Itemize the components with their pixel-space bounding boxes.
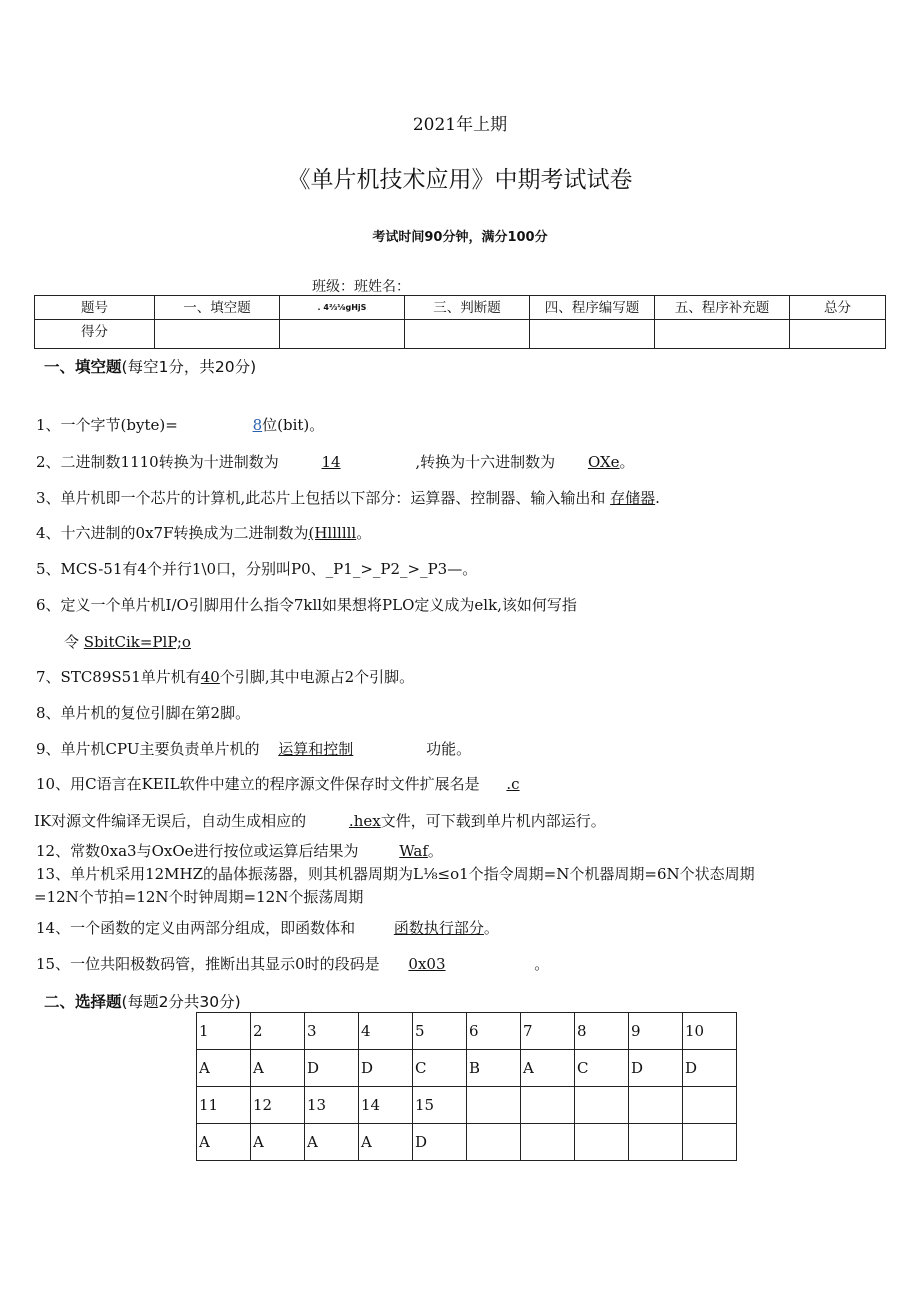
answer-cell: A <box>359 1124 413 1161</box>
answer-row <box>197 1087 737 1124</box>
question-6 <box>36 594 577 615</box>
question-15 <box>36 953 549 974</box>
answer-table <box>196 1012 737 1161</box>
question-text: IK对源文件编译无误后，自动生成相应的 <box>34 812 307 830</box>
answer-cell: 6 <box>467 1013 521 1050</box>
score-cell <box>655 320 790 349</box>
score-cell: 五、程序补充题 <box>655 296 790 320</box>
score-table-header-row <box>35 296 886 320</box>
question-6-continued <box>64 631 191 652</box>
question-text: 13、单片机采用12MHZ的晶体振荡器，则其机器周期为L⅛≤o1个指令周期=N个机器周期=6N个状态周期 <box>36 865 755 883</box>
answer-blank: 14 <box>321 453 341 471</box>
answer-cell: 14 <box>359 1087 413 1124</box>
question-text: 2、二进制数1110转换为十进制数为 <box>36 453 279 471</box>
question-text: 文件，可下载到单片机内部运行。 <box>380 812 606 830</box>
score-cell: 一、填空题 <box>155 296 280 320</box>
exam-subtitle: 考试时间90分钟，满分100分 <box>372 230 548 245</box>
answer-row <box>197 1050 737 1087</box>
question-text: 5、MCS-51有4个并行1\0口，分别叫P0、_P1_>_P2_>_P3—。 <box>36 560 478 578</box>
score-cell <box>530 320 655 349</box>
answer-cell: D <box>359 1050 413 1087</box>
question-text: 1、一个字节(byte)= <box>36 416 178 434</box>
answer-cell: 1 <box>197 1013 251 1050</box>
answer-cell: 10 <box>683 1013 737 1050</box>
question-7 <box>36 666 414 687</box>
question-9 <box>36 738 471 759</box>
question-text: =12N个节拍=12N个时钟周期=12N个振荡周期 <box>34 888 364 906</box>
answer-cell <box>575 1124 629 1161</box>
question-8 <box>36 702 250 723</box>
question-text: 。 <box>534 955 550 973</box>
question-4 <box>36 522 371 543</box>
answer-cell: B <box>467 1050 521 1087</box>
score-cell: 题号 <box>35 296 155 320</box>
score-cell: 总分 <box>790 296 886 320</box>
section-2-note: (每题2分共30分) <box>121 993 241 1011</box>
question-1 <box>36 414 324 435</box>
answer-cell: D <box>305 1050 359 1087</box>
question-text: 令 <box>64 633 80 651</box>
question-12 <box>36 840 443 861</box>
answer-cell: A <box>197 1050 251 1087</box>
section-2-title: 二、选择题 <box>44 993 122 1011</box>
answer-cell <box>467 1087 521 1124</box>
section-1-note: (每空1分，共20分) <box>121 358 257 376</box>
question-2 <box>36 451 635 472</box>
answer-blank: .c <box>506 775 520 793</box>
answer-blank: 40 <box>200 668 220 686</box>
question-text: 7、STC89S51单片机有 <box>36 668 201 686</box>
question-text: 6、定义一个单片机I/O引脚用什么指令7kll如果想将PLO定义成为elk,该如何写指 <box>36 596 577 614</box>
score-cell <box>280 320 405 349</box>
answer-cell <box>629 1124 683 1161</box>
question-text: 3、单片机即一个芯片的计算机,此芯片上包括以下部分：运算器、控制器、输入输出和 <box>36 489 606 507</box>
question-text: . <box>655 489 660 507</box>
answer-cell: 3 <box>305 1013 359 1050</box>
question-text: 8、单片机的复位引脚在第2脚。 <box>36 704 251 722</box>
question-text: 个引脚,其中电源占2个引脚。 <box>219 668 415 686</box>
question-text: 功能。 <box>426 740 472 758</box>
score-cell <box>155 320 280 349</box>
answer-blank: 函数执行部分 <box>393 919 484 937</box>
answer-cell: 11 <box>197 1087 251 1124</box>
answer-cell: C <box>413 1050 467 1087</box>
score-cell <box>790 320 886 349</box>
answer-blank: Waf <box>399 842 428 860</box>
answer-cell: A <box>305 1124 359 1161</box>
answer-blank: 运算和控制 <box>278 740 354 758</box>
answer-cell <box>629 1087 683 1124</box>
question-11 <box>34 810 606 831</box>
question-text: 。 <box>483 919 499 937</box>
score-cell <box>405 320 530 349</box>
answer-blank: .hex <box>348 812 381 830</box>
question-text: 14、一个函数的定义由两部分组成，即函数体和 <box>36 919 356 937</box>
answer-cell: C <box>575 1050 629 1087</box>
answer-cell <box>575 1087 629 1124</box>
answer-cell: 8 <box>575 1013 629 1050</box>
score-table-score-row <box>35 320 886 349</box>
class-name-line: 班级：班姓名： <box>312 279 410 295</box>
exam-title: 《单片机技术应用》中期考试试卷 <box>287 167 633 193</box>
answer-cell: A <box>521 1050 575 1087</box>
answer-blank: SbitCik=PlP;o <box>83 633 191 651</box>
answer-cell: 4 <box>359 1013 413 1050</box>
answer-blank: 8 <box>252 416 263 434</box>
section-2-heading <box>44 990 241 1012</box>
answer-cell <box>683 1124 737 1161</box>
question-10 <box>36 773 520 794</box>
answer-cell: D <box>683 1050 737 1087</box>
section-1-title: 一、填空题 <box>44 358 122 376</box>
question-text: 4、十六进制的0x7F转换成为二进制数为 <box>36 524 309 542</box>
question-14 <box>36 917 499 938</box>
question-text: 10、用C语言在KEIL软件中建立的程序源文件保存时文件扩展名是 <box>36 775 480 793</box>
answer-cell: A <box>197 1124 251 1161</box>
answer-cell: 13 <box>305 1087 359 1124</box>
question-text: 位(bit)。 <box>262 416 325 434</box>
score-cell: 四、程序编写题 <box>530 296 655 320</box>
answer-cell: A <box>251 1050 305 1087</box>
answer-cell <box>521 1087 575 1124</box>
answer-cell: D <box>629 1050 683 1087</box>
answer-cell: 9 <box>629 1013 683 1050</box>
question-text: 。 <box>427 842 443 860</box>
exam-year: 2021年上期 <box>412 115 508 135</box>
score-cell: 三、判断题 <box>405 296 530 320</box>
answer-cell <box>521 1124 575 1161</box>
question-13-continued <box>34 886 363 907</box>
question-3 <box>36 487 660 508</box>
answer-blank: (Hllllll <box>308 524 357 542</box>
question-text: 12、常数0xa3与OxOe进行按位或运算后结果为 <box>36 842 359 860</box>
answer-cell: 5 <box>413 1013 467 1050</box>
score-table <box>34 295 886 349</box>
score-cell: . 4⅔⅛gHjS <box>280 296 405 320</box>
answer-blank: OXe <box>587 453 620 471</box>
answer-cell: D <box>413 1124 467 1161</box>
answer-cell: A <box>251 1124 305 1161</box>
answer-cell <box>683 1087 737 1124</box>
answer-cell: 7 <box>521 1013 575 1050</box>
answer-cell: 2 <box>251 1013 305 1050</box>
answer-row <box>197 1013 737 1050</box>
score-cell: 得分 <box>35 320 155 349</box>
answer-blank: 0x03 <box>408 955 446 973</box>
section-1-heading <box>44 355 256 377</box>
question-13 <box>36 863 755 884</box>
question-text: 。 <box>619 453 635 471</box>
question-text: 9、单片机CPU主要负责单片机的 <box>36 740 260 758</box>
answer-blank: 存储器 <box>610 489 656 507</box>
answer-row <box>197 1124 737 1161</box>
answer-cell <box>467 1124 521 1161</box>
answer-cell: 12 <box>251 1087 305 1124</box>
question-text: 。 <box>356 524 372 542</box>
question-5 <box>36 558 477 579</box>
question-text: 15、一位共阳极数码管，推断出其显示0时的段码是 <box>36 955 380 973</box>
answer-cell: 15 <box>413 1087 467 1124</box>
question-text: ,转换为十六进制数为 <box>415 453 556 471</box>
